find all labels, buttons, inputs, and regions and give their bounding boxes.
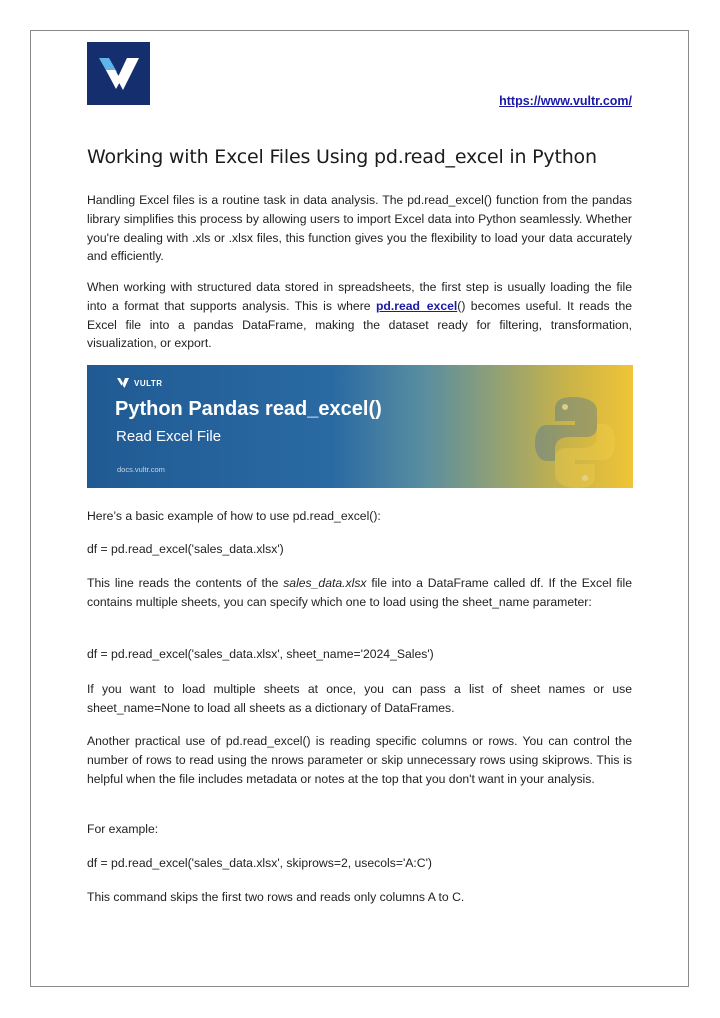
banner-image <box>87 365 633 488</box>
paragraph-sheet-name <box>87 574 632 612</box>
vultr-logo-icon <box>87 42 150 105</box>
paragraph-text: () becomes useful. It reads the Excel file into a pandas DataFrame, making the dataset ready for filtering, transformation, visualization, or export. <box>87 298 633 351</box>
banner-brand <box>117 378 163 388</box>
code-line-basic: df = pd.read_excel('sales_data.xlsx') <box>87 542 284 556</box>
paragraph-command-summary: This command skips the first two rows and reads only columns A to C. <box>87 890 465 904</box>
paragraph-for-example: For example: <box>87 822 159 836</box>
paragraph-text: file into a DataFrame called df. If the Excel file contains multiple sheets, you can specify which one to load using the sheet_name parameter: <box>87 576 632 609</box>
read-excel-link[interactable]: pd.read_excel <box>375 298 458 313</box>
code-line-skiprows: df = pd.read_excel('sales_data.xlsx', skiprows=2, usecols='A:C') <box>87 856 432 870</box>
python-logo-icon <box>535 395 615 488</box>
vultr-mark-icon <box>117 378 129 388</box>
banner-url: docs.vultr.com <box>117 465 165 474</box>
code-line-sheet: df = pd.read_excel('sales_data.xlsx', sheet_name='2024_Sales') <box>87 647 434 661</box>
header-url-link[interactable]: https://www.vultr.com/ <box>499 94 632 108</box>
document-title: Working with Excel Files Using pd.read_excel in Python <box>87 146 597 168</box>
filename-emphasis: sales_data.xlsx <box>283 576 367 590</box>
paragraph-intro: Handling Excel files is a routine task in data analysis. The pd.read_excel() function from the pandas library simplifies this process by allowing users to import Excel data into Python seamlessly. Whether you're dealing with .xls or .xlsx files, this function gives you the flexibility to load your data accurately and efficiently. <box>87 193 632 264</box>
paragraph-example-intro: Here’s a basic example of how to use pd.read_excel(): <box>87 509 381 523</box>
paragraph-specific-columns: Another practical use of pd.read_excel() is reading specific columns or rows. You can control the number of rows to read using the nrows parameter or skip unnecessary rows using skiprows. This is helpful when the file includes metadata or notes at the top that you don't want in your analysis. <box>87 734 632 786</box>
paragraph-text: When working with structured data stored in spreadsheets, the first step is usually loading the file into a format that supports analysis. This is where <box>87 280 632 313</box>
paragraph-structured-data <box>87 278 632 353</box>
banner-subtitle: Read Excel File <box>116 428 222 445</box>
banner-title: Python Pandas read_excel() <box>115 398 382 420</box>
banner-brand-label: VULTR <box>134 378 163 388</box>
paragraph-text: This line reads the contents of the <box>87 576 284 590</box>
paragraph-multiple-sheets: If you want to load multiple sheets at once, you can pass a list of sheet names or use sheet_name=None to load all sheets as a dictionary of DataFrames. <box>87 682 632 715</box>
